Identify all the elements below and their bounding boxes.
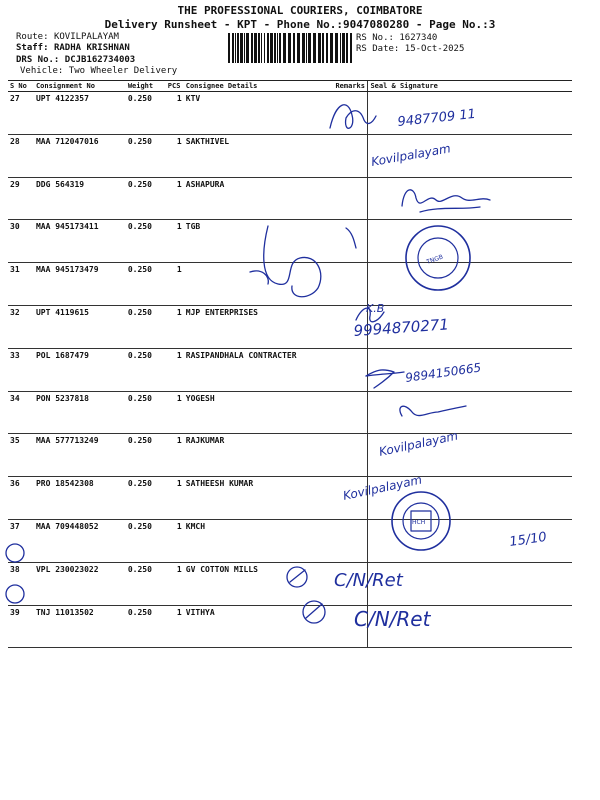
cell-consignee: SAKTHIVEL — [184, 134, 334, 177]
barcode-bar — [228, 33, 230, 63]
table-row — [8, 519, 572, 562]
barcode-bar — [232, 33, 234, 63]
cell-seal-signature — [368, 220, 572, 263]
drs-value: DCJB162734003 — [64, 55, 136, 65]
cell-remarks — [333, 605, 367, 648]
barcode-bar — [340, 33, 341, 63]
cell-pcs: 1 — [166, 391, 184, 434]
cell-pcs: 1 — [166, 562, 184, 605]
barcode-bar — [244, 33, 245, 63]
rs-no-value: 1627340 — [399, 33, 438, 43]
col-sno: S No — [8, 81, 34, 92]
cell-pcs: 1 — [166, 348, 184, 391]
cell-sno: 30 — [8, 220, 34, 263]
cell-consignee: YOGESH — [184, 391, 334, 434]
table-row — [8, 348, 572, 391]
staff-line — [16, 43, 130, 54]
table-row — [8, 605, 572, 648]
barcode-bar — [277, 33, 278, 63]
cell-consignee: GV COTTON MILLS — [184, 562, 334, 605]
col-weight: Weight — [126, 81, 166, 92]
cell-pcs: 1 — [166, 305, 184, 348]
cell-remarks — [333, 477, 367, 520]
cell-remarks — [333, 519, 367, 562]
hw-r36: Kovilpalayam — [341, 472, 424, 503]
cell-remarks — [333, 177, 367, 220]
runsheet-table — [8, 80, 572, 648]
table-row — [8, 391, 572, 434]
cell-seal-signature — [368, 434, 572, 477]
cell-seal-signature — [368, 177, 572, 220]
vehicle-label: Vehicle: — [20, 66, 64, 76]
staff-label: Staff: — [16, 43, 49, 53]
route-value: KOVILPALAYAM — [53, 32, 119, 42]
barcode-bar — [270, 33, 273, 63]
table-row — [8, 220, 572, 263]
hw-r32-name: K.B — [366, 302, 385, 315]
hw-r27-phone: 9487709 11 — [396, 106, 477, 130]
cell-weight: 0.250 — [126, 434, 166, 477]
table-row — [8, 177, 572, 220]
cell-remarks — [333, 220, 367, 263]
cell-sno: 28 — [8, 134, 34, 177]
barcode-bar — [346, 33, 348, 63]
hw-r32-phone: 9994870271 — [353, 315, 450, 340]
col-consignment: Consignment No — [34, 81, 126, 92]
cell-consignee: RAJKUMAR — [184, 434, 334, 477]
cell-consignee: RASIPANDHALA CONTRACTER — [184, 348, 334, 391]
drs-label: DRS No.: — [16, 55, 60, 65]
rs-date-value: 15-Oct-2025 — [404, 44, 465, 54]
rs-no-line — [356, 33, 437, 44]
cell-sno: 37 — [8, 519, 34, 562]
cell-remarks — [333, 391, 367, 434]
route-line — [16, 32, 119, 43]
cell-pcs: 1 — [166, 220, 184, 263]
barcode-bar — [306, 33, 307, 63]
barcode-bar — [297, 33, 300, 63]
cell-weight: 0.250 — [126, 305, 166, 348]
cell-seal-signature — [368, 605, 572, 648]
table-row — [8, 263, 572, 306]
hw-r35: Kovilpalayam — [377, 428, 460, 459]
barcode-bar — [330, 33, 333, 63]
cell-sno: 36 — [8, 477, 34, 520]
cell-weight: 0.250 — [126, 220, 166, 263]
barcode-bar — [264, 33, 265, 63]
cell-pcs: 1 — [166, 92, 184, 135]
barcode-image — [228, 33, 352, 63]
table-row — [8, 477, 572, 520]
hw-r37-date: 15/10 — [508, 529, 548, 550]
cell-pcs: 1 — [166, 434, 184, 477]
barcode-bar — [240, 33, 243, 63]
cell-consignee: TGB — [184, 220, 334, 263]
cell-consignee: KTV — [184, 92, 334, 135]
cell-seal-signature — [368, 562, 572, 605]
barcode-bar — [302, 33, 305, 63]
cell-pcs: 1 — [166, 134, 184, 177]
barcode-bar — [335, 33, 338, 63]
table-row — [8, 92, 572, 135]
table-row — [8, 562, 572, 605]
table-row — [8, 134, 572, 177]
cell-sno: 35 — [8, 434, 34, 477]
cell-seal-signature — [368, 348, 572, 391]
cell-pcs: 1 — [166, 263, 184, 306]
cell-sno: 38 — [8, 562, 34, 605]
cell-remarks — [333, 134, 367, 177]
cell-sno: 33 — [8, 348, 34, 391]
vehicle-line — [20, 66, 177, 77]
cell-sno: 34 — [8, 391, 34, 434]
cell-sno: 39 — [8, 605, 34, 648]
cell-consignment-no: MAA 577713249 — [34, 434, 126, 477]
cell-weight: 0.250 — [126, 562, 166, 605]
table-row — [8, 434, 572, 477]
cell-consignee: SATHEESH KUMAR — [184, 477, 334, 520]
cell-seal-signature — [368, 305, 572, 348]
col-pcs: PCS — [166, 81, 184, 92]
barcode-bar — [326, 33, 328, 63]
barcode-bar — [246, 33, 249, 63]
cell-pcs: 1 — [166, 519, 184, 562]
barcode-bar — [308, 33, 311, 63]
staff-value: RADHA KRISHNAN — [53, 43, 130, 53]
runsheet-subtitle: Delivery Runsheet - KPT - Phone No.:9047080280 - Page No.:3 — [104, 18, 496, 31]
barcode-bar — [313, 33, 316, 63]
barcode-bar — [322, 33, 324, 63]
stamp1-text: TNGB — [425, 253, 444, 266]
barcode-bar — [293, 33, 295, 63]
barcode-bar — [350, 33, 352, 63]
cell-pcs: 1 — [166, 477, 184, 520]
cell-consignment-no: VPL 230023022 — [34, 562, 126, 605]
cell-weight: 0.250 — [126, 134, 166, 177]
cell-weight: 0.250 — [126, 477, 166, 520]
barcode-bar — [235, 33, 236, 63]
cell-consignment-no: DDG 564319 — [34, 177, 126, 220]
cell-remarks — [333, 305, 367, 348]
cell-consignment-no: TNJ 11013502 — [34, 605, 126, 648]
cell-consignment-no: PON 5237818 — [34, 391, 126, 434]
barcode-bar — [251, 33, 253, 63]
cell-consignee: VITHYA — [184, 605, 334, 648]
barcode-bar — [261, 33, 262, 63]
cell-weight: 0.250 — [126, 519, 166, 562]
table-row — [8, 305, 572, 348]
cell-consignment-no: UPT 4122357 — [34, 92, 126, 135]
stamp2-text: HCH — [412, 519, 426, 526]
cell-weight: 0.250 — [126, 348, 166, 391]
cell-consignee: ASHAPURA — [184, 177, 334, 220]
cell-sno: 32 — [8, 305, 34, 348]
col-remarks: Remarks — [333, 81, 367, 92]
cell-seal-signature — [368, 92, 572, 135]
barcode-bar — [258, 33, 260, 63]
barcode-bar — [279, 33, 281, 63]
cell-seal-signature — [368, 477, 572, 520]
cell-sno: 31 — [8, 263, 34, 306]
hw-r38: C/N/Ret — [334, 570, 403, 591]
cell-remarks — [333, 562, 367, 605]
cell-consignment-no: MAA 945173479 — [34, 263, 126, 306]
cell-consignee: MJP ENTERPRISES — [184, 305, 334, 348]
cell-consignment-no: MAA 709448052 — [34, 519, 126, 562]
cell-weight: 0.250 — [126, 391, 166, 434]
cell-sno: 29 — [8, 177, 34, 220]
cell-remarks — [333, 348, 367, 391]
col-consignee: Consignee Details — [184, 81, 334, 92]
vehicle-value: Two Wheeler Delivery — [68, 66, 178, 76]
cell-pcs: 1 — [166, 177, 184, 220]
cell-consignment-no: UPT 4119615 — [34, 305, 126, 348]
table-header-row — [8, 81, 572, 92]
rs-no-label: RS No.: — [356, 33, 394, 43]
cell-consignee — [184, 263, 334, 306]
cell-remarks — [333, 434, 367, 477]
hw-r28: Kovilpalayam — [370, 141, 452, 169]
cell-consignment-no: MAA 945173411 — [34, 220, 126, 263]
barcode-bar — [274, 33, 276, 63]
cell-pcs: 1 — [166, 605, 184, 648]
barcode-bar — [283, 33, 286, 63]
cell-seal-signature — [368, 134, 572, 177]
cell-seal-signature — [368, 263, 572, 306]
cell-sno: 27 — [8, 92, 34, 135]
barcode-bar — [237, 33, 239, 63]
cell-seal-signature — [368, 391, 572, 434]
hw-r34-phone: 9894150665 — [404, 360, 483, 385]
cell-weight: 0.250 — [126, 605, 166, 648]
cell-consignee: KMCH — [184, 519, 334, 562]
barcode-bar — [288, 33, 291, 63]
cell-remarks — [333, 263, 367, 306]
cell-consignment-no: POL 1687479 — [34, 348, 126, 391]
barcode-bar — [342, 33, 345, 63]
cell-seal-signature — [368, 519, 572, 562]
cell-weight: 0.250 — [126, 263, 166, 306]
cell-weight: 0.250 — [126, 92, 166, 135]
barcode-bar — [267, 33, 269, 63]
rs-date-line — [356, 44, 464, 55]
cell-consignment-no: PRO 18542308 — [34, 477, 126, 520]
cell-remarks — [333, 92, 367, 135]
route-label: Route: — [16, 32, 49, 42]
barcode-bar — [318, 33, 321, 63]
col-seal-signature: Seal & Signature — [368, 81, 572, 92]
cell-consignment-no: MAA 712047016 — [34, 134, 126, 177]
company-title: THE PROFESSIONAL COURIERS, COIMBATORE — [177, 4, 423, 17]
drs-line — [16, 55, 135, 66]
cell-weight: 0.250 — [126, 177, 166, 220]
rs-date-label: RS Date: — [356, 44, 400, 54]
hw-r39: C/N/Ret — [354, 607, 431, 631]
barcode-bar — [254, 33, 257, 63]
